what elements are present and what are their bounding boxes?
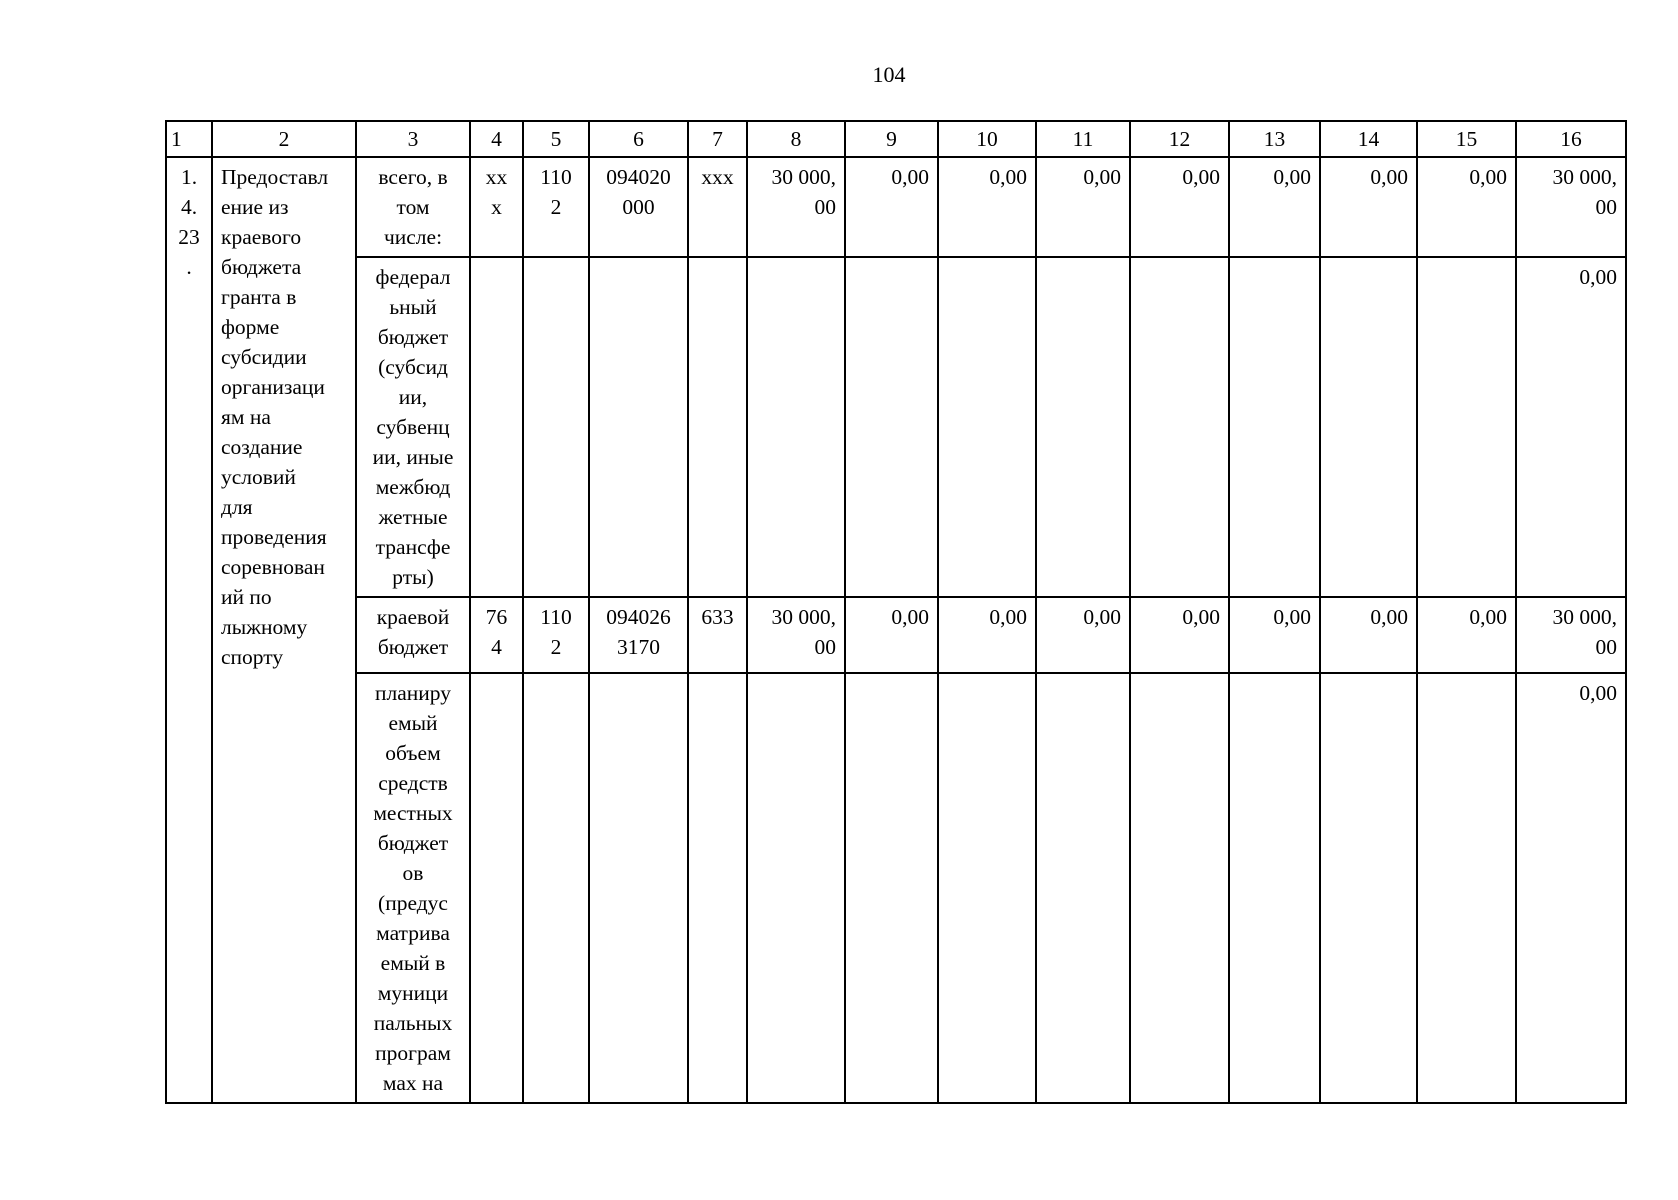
item-number: 1. 4. 23 . (166, 157, 212, 1103)
table-cell (1130, 257, 1229, 597)
table-row (166, 157, 1626, 257)
table-cell: 0,00 (1320, 597, 1417, 673)
table-cell (938, 673, 1036, 1103)
table-cell: 0,00 (1130, 157, 1229, 257)
table-cell (1320, 673, 1417, 1103)
table-cell (1036, 673, 1130, 1103)
header-cell: 5 (523, 121, 589, 157)
table-cell: ххх (688, 157, 747, 257)
table-cell: 0,00 (845, 157, 938, 257)
table-row (166, 257, 1626, 597)
header-cell: 16 (1516, 121, 1626, 157)
table-cell (747, 257, 845, 597)
item-description: Предоставл ение из краевого бюджета гранта в форме субсидии организаци ям на создание условий для проведения соревнован ий по лыжному спорту (212, 157, 356, 1103)
table-row (166, 673, 1626, 1103)
header-cell: 10 (938, 121, 1036, 157)
table-cell: 0,00 (845, 597, 938, 673)
table-cell (523, 673, 589, 1103)
table-cell: 0,00 (1417, 157, 1516, 257)
table-cell (1417, 673, 1516, 1103)
funding-source: федерал ьный бюджет (субсид ии, субвенц ии, иные межбюд жетные трансфе рты) (356, 257, 470, 597)
table-cell: 0,00 (1036, 157, 1130, 257)
table-cell: 094026 3170 (589, 597, 688, 673)
table-cell: 0,00 (1036, 597, 1130, 673)
table-cell (845, 673, 938, 1103)
table-cell: 30 000, 00 (1516, 157, 1626, 257)
header-cell: 11 (1036, 121, 1130, 157)
table-cell: 30 000, 00 (1516, 597, 1626, 673)
table-cell: хх х (470, 157, 523, 257)
table-cell (470, 673, 523, 1103)
funding-source: всего, в том числе: (356, 157, 470, 257)
header-cell: 6 (589, 121, 688, 157)
table-header-row (166, 121, 1626, 157)
table-cell (1229, 257, 1320, 597)
page-number: 104 (872, 62, 906, 87)
table-cell: 0,00 (1130, 597, 1229, 673)
table-cell: 30 000, 00 (747, 157, 845, 257)
header-cell: 15 (1417, 121, 1516, 157)
table-cell: 0,00 (938, 597, 1036, 673)
header-cell: 1 (166, 121, 212, 157)
table-cell: 30 000, 00 (747, 597, 845, 673)
table-cell (938, 257, 1036, 597)
table-cell (1417, 257, 1516, 597)
table-cell: 0,00 (1417, 597, 1516, 673)
table-cell: 0,00 (1516, 257, 1626, 597)
table-row (166, 597, 1626, 673)
table-cell: 0,00 (1229, 597, 1320, 673)
table-cell: 76 4 (470, 597, 523, 673)
header-cell: 2 (212, 121, 356, 157)
table-cell: 633 (688, 597, 747, 673)
table-cell (523, 257, 589, 597)
funding-source: планиру емый объем средств местных бюджет ов (предус матрива емый в муници пальных програм мах на (356, 673, 470, 1103)
table-cell (688, 673, 747, 1103)
header-cell: 9 (845, 121, 938, 157)
table-cell: 094020 000 (589, 157, 688, 257)
funding-source: краевой бюджет (356, 597, 470, 673)
header-cell: 7 (688, 121, 747, 157)
table-cell (845, 257, 938, 597)
table-cell (589, 257, 688, 597)
table-cell: 0,00 (1516, 673, 1626, 1103)
table-cell (470, 257, 523, 597)
budget-table (165, 120, 1627, 1104)
table-cell: 0,00 (1320, 157, 1417, 257)
table-cell: 0,00 (1229, 157, 1320, 257)
header-cell: 12 (1130, 121, 1229, 157)
table-cell (1130, 673, 1229, 1103)
table-cell (1229, 673, 1320, 1103)
table-cell (688, 257, 747, 597)
table-cell (747, 673, 845, 1103)
header-cell: 4 (470, 121, 523, 157)
table-cell: 0,00 (938, 157, 1036, 257)
table-cell (1320, 257, 1417, 597)
header-cell: 3 (356, 121, 470, 157)
header-cell: 8 (747, 121, 845, 157)
header-cell: 13 (1229, 121, 1320, 157)
table-cell: 110 2 (523, 597, 589, 673)
table-cell (1036, 257, 1130, 597)
header-cell: 14 (1320, 121, 1417, 157)
table-cell: 110 2 (523, 157, 589, 257)
table-cell (589, 673, 688, 1103)
